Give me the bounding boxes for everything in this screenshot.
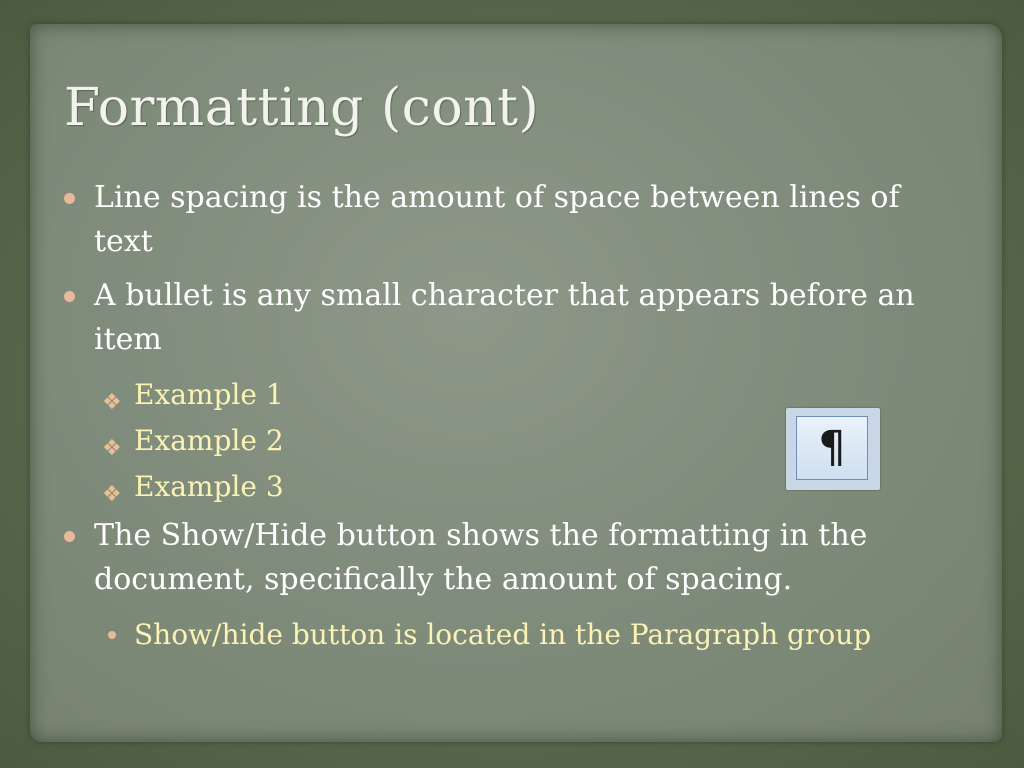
- bullet-text: The Show/Hide button shows the formatting in the document, specifically the amount of spacing.: [94, 518, 868, 597]
- diamond-bullet-icon: ❖: [102, 390, 122, 415]
- bullet-dot-icon: [64, 193, 75, 204]
- bullet-item: [60, 176, 940, 264]
- sub-bullet-item: [60, 612, 940, 658]
- sub-bullet-text: Show/hide button is located in the Paragraph group: [134, 618, 872, 651]
- small-dot-bullet-icon: [108, 631, 116, 639]
- show-hide-button[interactable]: [786, 408, 880, 490]
- diamond-bullet-icon: ❖: [102, 436, 122, 461]
- bullet-dot-icon: [64, 291, 75, 302]
- bullet-item: [60, 274, 940, 362]
- bullet-item: [60, 514, 940, 602]
- sub-bullet-text: Example 3: [134, 470, 284, 503]
- diamond-bullet-icon: ❖: [102, 482, 122, 507]
- pilcrow-icon: ¶: [818, 422, 846, 473]
- bullet-text: A bullet is any small character that appears before an item: [94, 278, 915, 357]
- slide-title: Formatting (cont): [64, 78, 540, 138]
- bullet-dot-icon: [64, 531, 75, 542]
- sub-bullet-list: [60, 612, 940, 658]
- bullet-text: Line spacing is the amount of space between lines of text: [94, 180, 900, 259]
- sub-bullet-text: Example 2: [134, 424, 284, 457]
- show-hide-button-face[interactable]: [796, 416, 868, 480]
- sub-bullet-text: Example 1: [134, 378, 284, 411]
